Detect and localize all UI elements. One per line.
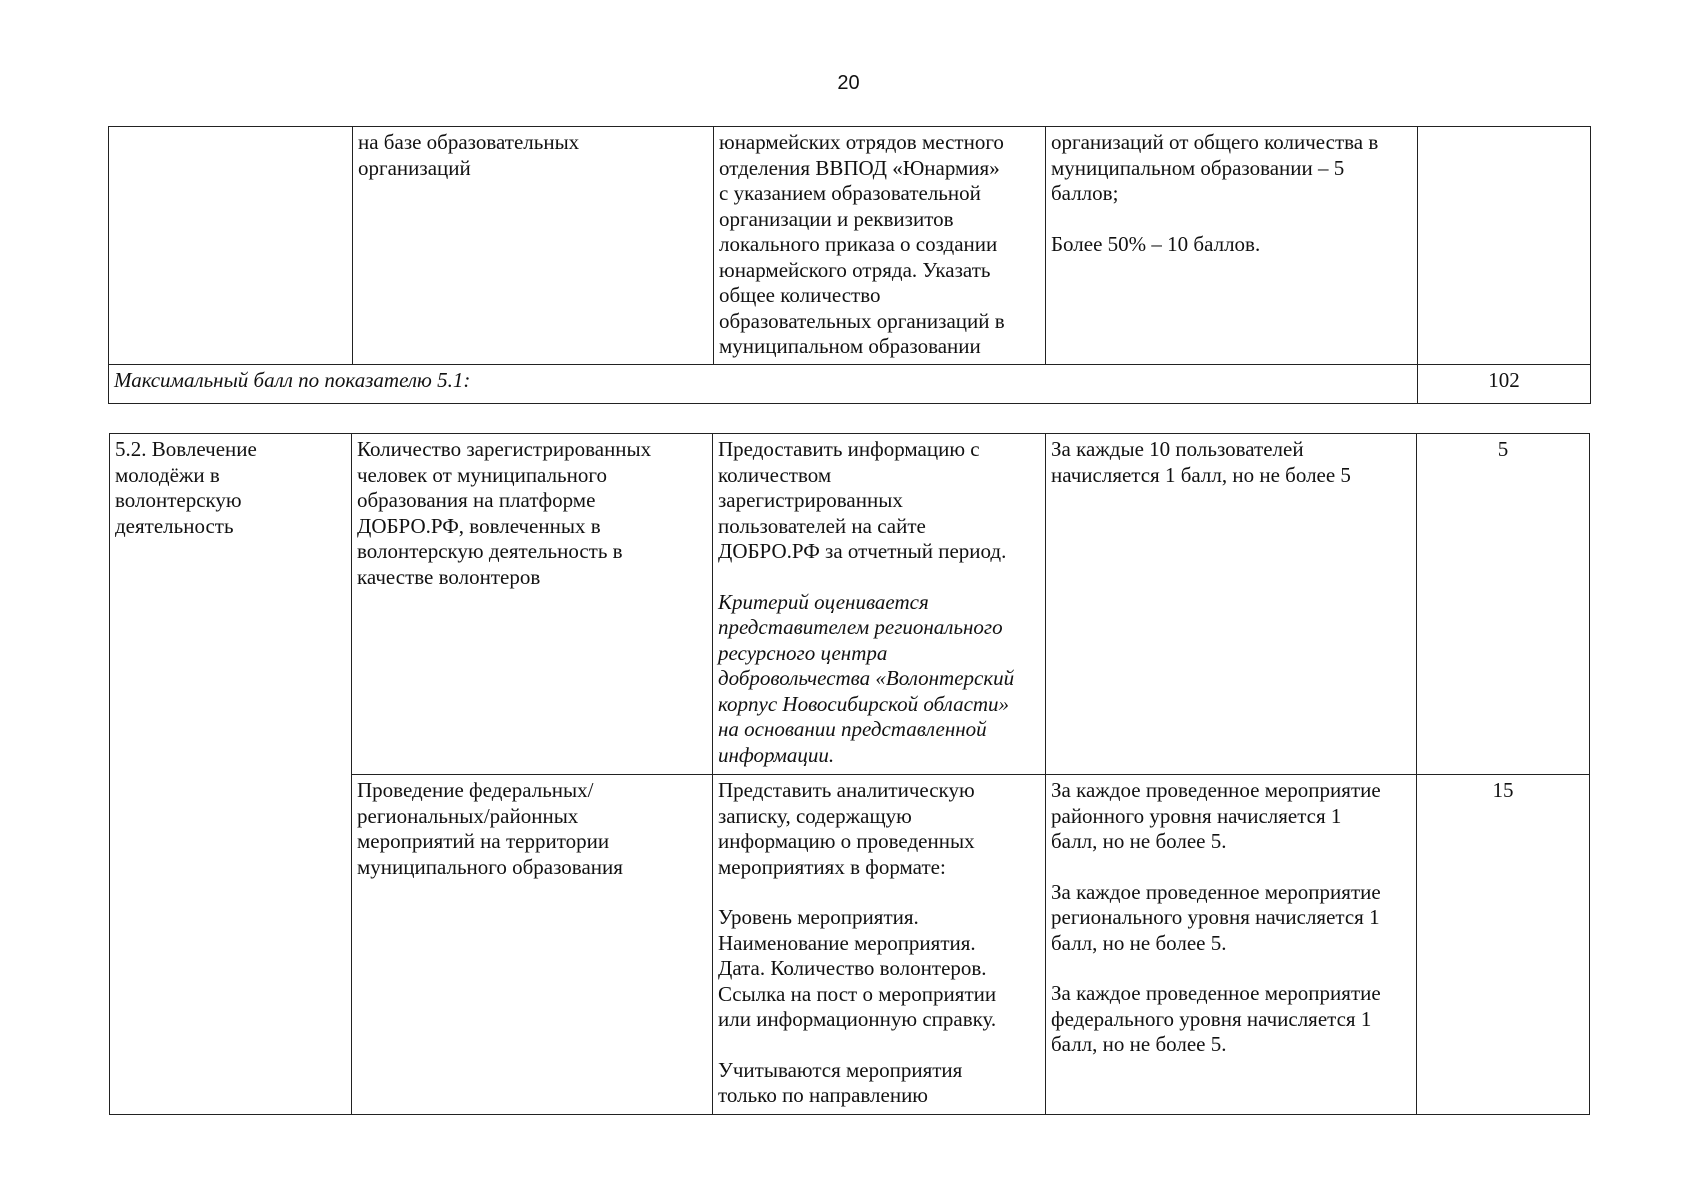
indicator-text: 5.2. Вовлечение молодёжи в волонтерскую деятельность bbox=[115, 437, 257, 538]
criterion-text: Проведение федеральных/ региональных/районных мероприятий на территории муниципального образования bbox=[357, 778, 623, 879]
scoring-text: За каждое проведенное мероприятие районного уровня начисляется 1 балл, но не более 5. bbox=[1051, 778, 1381, 853]
scoring-cell bbox=[1046, 127, 1418, 365]
max-score-value: 102 bbox=[1418, 365, 1591, 404]
table-row bbox=[110, 434, 1590, 775]
max-score-row bbox=[109, 365, 1591, 404]
criteria-table-continued bbox=[108, 126, 1591, 404]
scoring-text: Более 50% – 10 баллов. bbox=[1051, 231, 1261, 256]
scoring-text: организаций от общего количества в муниципальном образовании – 5 баллов; bbox=[1051, 130, 1379, 205]
max-score-cell: 5 bbox=[1417, 434, 1590, 775]
max-score-cell bbox=[1418, 127, 1591, 365]
criterion-cell bbox=[353, 127, 714, 365]
scoring-text: За каждое проведенное мероприятие федерального уровня начисляется 1 балл, но не более 5. bbox=[1051, 981, 1381, 1056]
criterion-text: на базе образовательных организаций bbox=[358, 130, 580, 180]
documents-text: Предоставить информацию с количеством зарегистрированных пользователей на сайте ДОБРО.РФ за отчетный период. bbox=[718, 437, 1007, 563]
documents-cell bbox=[713, 775, 1046, 1115]
scoring-cell bbox=[1046, 434, 1417, 775]
documents-text: Учитываются мероприятия только по направлению bbox=[718, 1057, 963, 1107]
documents-text: Уровень мероприятия. Наименование мероприятия. Дата. Количество волонтеров. Ссылка на пост о мероприятии или информационную справку. bbox=[718, 905, 997, 1031]
criterion-text: Количество зарегистрированных человек от муниципального образования на платформе ДОБРО.РФ, вовлеченных в волонтерскую деятельность в качестве волонтеров bbox=[357, 437, 652, 589]
documents-text: юнармейских отрядов местного отделения ВВПОД «Юнармия» с указанием образовательной организации и реквизитов локального приказа о создании юнармейского отряда. Указать общее количество образовательных организаций в муниципальном образовании bbox=[719, 130, 1005, 358]
max-score-label: Максимальный балл по показателю 5.1: bbox=[109, 365, 1418, 404]
documents-cell bbox=[713, 434, 1046, 775]
documents-cell bbox=[714, 127, 1046, 365]
page-number: 20 bbox=[837, 72, 860, 94]
indicator-cell bbox=[109, 127, 353, 365]
table-row bbox=[109, 127, 1591, 365]
documents-text: Представить аналитическую записку, содержащую информацию о проведенных мероприятиях в формате: bbox=[718, 778, 975, 879]
scoring-cell bbox=[1046, 775, 1417, 1115]
scoring-text: За каждые 10 пользователей начисляется 1 балл, но не более 5 bbox=[1051, 437, 1351, 487]
max-score-cell: 15 bbox=[1417, 775, 1590, 1115]
indicator-cell bbox=[110, 434, 352, 1115]
scoring-text: За каждое проведенное мероприятие регионального уровня начисляется 1 балл, но не более 5. bbox=[1051, 879, 1381, 955]
documents-note: Критерий оценивается представителем регионального ресурсного центра добровольчества «Волонтерский корпус Новосибирской области» на основании представленной информации. bbox=[718, 589, 1015, 767]
criterion-cell bbox=[352, 775, 713, 1115]
criteria-table bbox=[109, 433, 1590, 1115]
criterion-cell bbox=[352, 434, 713, 775]
